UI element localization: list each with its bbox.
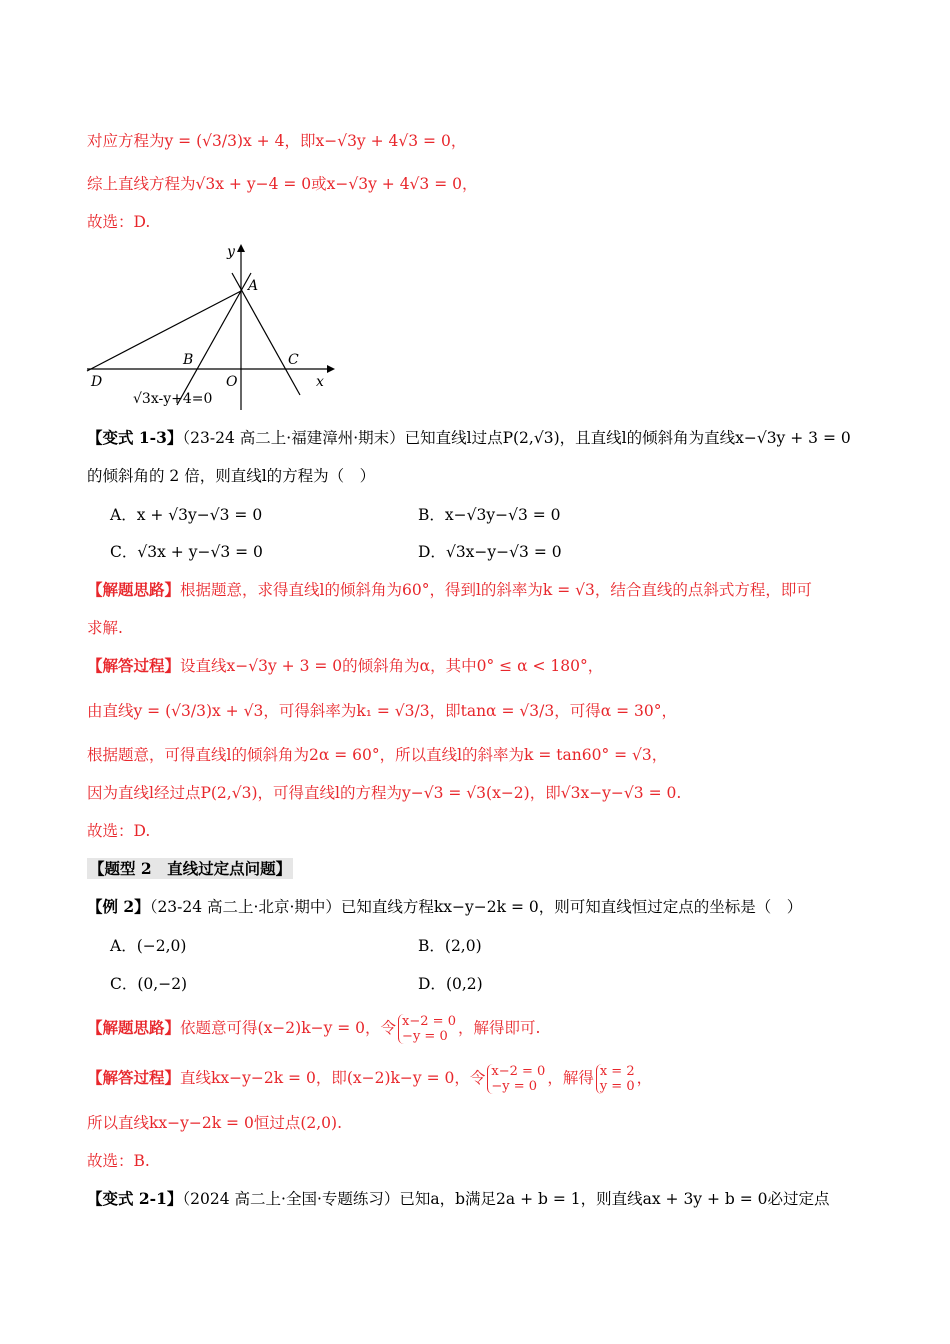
ex2-option-B: B．(2,0) xyxy=(418,937,482,955)
label-y: y xyxy=(227,244,235,260)
geometry-figure xyxy=(82,240,342,415)
option-C: C．√3x + y−√3 = 0 xyxy=(110,543,263,561)
x-axis-arrow xyxy=(327,365,335,373)
label-C: C xyxy=(288,352,299,368)
ex2-option-C: C．(0,−2) xyxy=(110,975,188,993)
example-2-stem: 【例 2】（23-24 高二上·北京·期中）已知直线方程kx−y−2k = 0，则可知直线恒过定点的坐标是（ ） xyxy=(87,897,803,916)
variant-1-3-idea-2: 求解. xyxy=(87,619,123,637)
label-O: O xyxy=(226,374,238,390)
label-D: D xyxy=(91,374,103,390)
solution-line-1: 对应方程为y = (√3/3)x + 4，即x−√3y + 4√3 = 0， xyxy=(87,132,467,150)
ex2-option-A: A．(−2,0) xyxy=(110,937,187,955)
variant-1-3-stem-text: 已知直线l过点P(2,√3)，且直线l的倾斜角为直线x−√3y + 3 = 0 xyxy=(404,429,851,447)
label-B: B xyxy=(183,352,194,368)
variant-1-3-process-1: 【解答过程】设直线x−√3y + 3 = 0的倾斜角为α，其中0° ≤ α < 180°， xyxy=(87,656,604,675)
example-2-process: 【解答过程】直线kx−y−2k = 0，即(x−2)k−y = 0，令 x−2 = 0 −y = 0 ，解得 x = 2 y = 0 ， xyxy=(87,1064,653,1094)
variant-1-3-process-4: 因为直线l经过点P(2,√3)，可得直线l的方程为y−√3 = √3(x−2)，即√3x−y−√3 = 0. xyxy=(87,784,682,802)
example-2-conclusion: 所以直线kx−y−2k = 0恒过点(2,0). xyxy=(87,1114,342,1132)
variant-1-3-tag: 【变式 1-3】 xyxy=(87,428,183,447)
process-system: x−2 = 0 −y = 0 xyxy=(487,1064,545,1094)
variant-1-3-idea-1: 【解题思路】根据题意，求得直线l的倾斜角为60°，得到l的斜率为k = √3，结合直线的点斜式方程，即可 xyxy=(87,580,812,599)
line-AC xyxy=(232,273,300,395)
label-A: A xyxy=(248,278,259,294)
ex2-option-D: D．(0,2) xyxy=(418,975,483,993)
option-D: D．√3x−y−√3 = 0 xyxy=(418,543,562,561)
idea-tag: 【解题思路】 xyxy=(87,580,181,599)
equation-label: √3x-y+4=0 xyxy=(133,391,213,407)
variant-1-3-process-2: 由直线y = (√3/3)x + √3，可得斜率为k₁ = √3/3，即tanα = √3/3，可得α = 30°， xyxy=(87,702,677,720)
solution-answer: 故选：D. xyxy=(87,213,151,231)
process-tag: 【解答过程】 xyxy=(87,656,181,675)
solution-system: x = 2 y = 0 xyxy=(596,1064,635,1094)
idea-system: x−2 = 0 −y = 0 xyxy=(398,1014,456,1044)
solution-line-2: 综上直线方程为√3x + y−4 = 0或x−√3y + 4√3 = 0， xyxy=(87,175,478,193)
example-2-idea: 【解题思路】依题意可得(x−2)k−y = 0，令 x−2 = 0 −y = 0 ，解得即可. xyxy=(87,1014,541,1044)
variant-1-3-answer: 故选：D. xyxy=(87,822,151,840)
example-2-answer: 故选：B. xyxy=(87,1152,150,1170)
example-2-tag: 【例 2】 xyxy=(87,897,150,916)
option-B: B．x−√3y−√3 = 0 xyxy=(418,506,561,524)
variant-2-1-stem: 【变式 2-1】（2024 高二上·全国·专题练习）已知a，b满足2a + b = 1，则直线ax + 3y + b = 0必过定点 xyxy=(87,1189,830,1208)
type-2-heading: 【题型 2 直线过定点问题】 xyxy=(89,859,292,878)
label-x: x xyxy=(316,374,324,390)
option-A: A．x + √3y−√3 = 0 xyxy=(110,506,263,524)
variant-1-3-process-3: 根据题意，可得直线l的倾斜角为2α = 60°，所以直线l的斜率为k = tan60° = √3， xyxy=(87,746,668,764)
y-axis-arrow xyxy=(237,244,245,252)
variant-1-3-source: （23-24 高二上·福建漳州·期末） xyxy=(182,429,405,447)
variant-1-3-stem-1 xyxy=(87,427,851,449)
line-BA xyxy=(177,273,251,405)
variant-1-3-stem-2: 的倾斜角的 2 倍，则直线l的方程为（ ） xyxy=(87,467,376,485)
